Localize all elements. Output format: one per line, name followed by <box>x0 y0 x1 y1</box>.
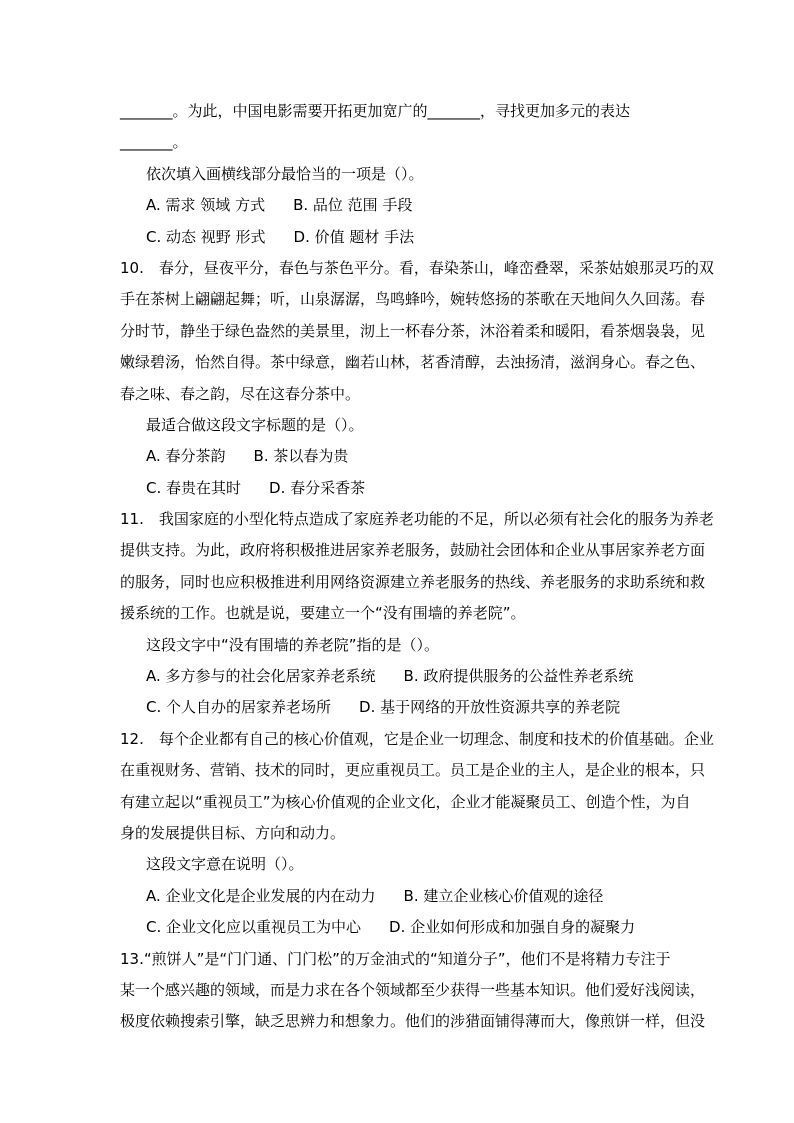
options-row <box>120 473 680 504</box>
options-row <box>120 661 680 692</box>
option-d: D. 春分采香茶 <box>269 478 366 497</box>
options-row <box>120 881 680 912</box>
option-d: D. 基于网络的开放性资源共享的养老院 <box>359 698 621 717</box>
body-line: 13.“煎饼人”是“门门通、门门松”的万金油式的“知道分子”，他们不是将精力专注于 <box>120 949 671 968</box>
question-12 <box>120 724 714 944</box>
option-d: D. 价值 题材 手法 <box>293 227 415 246</box>
question-prompt: 最适合做这段文字标题的是（）。 <box>146 415 364 434</box>
body-line: 身的发展提供目标、方向和动力。 <box>120 823 346 842</box>
option-a: A. 企业文化是企业发展的内在动力 <box>146 886 376 905</box>
question-9-tail <box>120 96 680 253</box>
option-b: B. 茶以春为贵 <box>253 447 349 466</box>
body-line: _______。 <box>120 133 188 152</box>
option-b: B. 品位 范围 手段 <box>293 196 413 215</box>
body-line: 嫩绿碧汤，怡然自得。茶中绿意，幽若山林，茗香清醇，去浊扬清，滋润身心。春之色、 <box>120 353 706 372</box>
body-line: 11. 我国家庭的小型化特点造成了家庭养老功能的不足，所以必须有社会化的服务为养老 <box>120 510 714 529</box>
body-line: 12. 每个企业都有自己的核心价值观，它是企业一切理念、制度和技术的价值基础。企业 <box>120 729 714 748</box>
body-line: _______。为此，中国电影需要开拓更加宽广的_______，寻找更加多元的表达 <box>120 102 631 120</box>
option-d: D. 企业如何形成和加强自身的凝聚力 <box>389 918 636 937</box>
body-line: 提供支持。为此，政府将积极推进居家养老服务，鼓励社会团体和企业从事居家养老方面 <box>120 541 706 560</box>
question-prompt: 这段文字意在说明（）。 <box>146 855 304 874</box>
body-line: 极度依赖搜索引擎，缺乏思辨力和想象力。他们的涉猎面铺得薄而大，像煎饼一样，但没 <box>120 1012 706 1031</box>
option-c: C. 个人自办的居家养老场所 <box>146 698 332 717</box>
body-line: 某一个感兴趣的领域，而是力求在各个领域都至少获得一些基本知识。他们爱好浅阅读， <box>120 980 706 999</box>
option-a: A. 需求 领域 方式 <box>146 196 266 215</box>
body-line: 在重视财务、营销、技术的同时，更应重视员工。员工是企业的主人，是企业的根本，只 <box>120 761 706 780</box>
body-line: 的服务，同时也应积极推进利用网络资源建立养老服务的热线、养老服务的求助系统和救 <box>120 572 706 591</box>
question-11 <box>120 504 714 724</box>
body-line: 有建立起以“重视员工”为核心价值观的企业文化，企业才能凝聚员工、创造个性，为自 <box>120 792 691 811</box>
body-line: 10. 春分，昼夜平分，春色与茶色平分。看，春染茶山，峰峦叠翠，采茶姑娘那灵巧的双 <box>120 258 714 277</box>
body-line: 手在茶树上翩翩起舞；听，山泉潺潺，鸟鸣蜂吟，婉转悠扬的茶歌在天地间久久回荡。春 <box>120 290 706 309</box>
option-a: A. 多方参与的社会化居家养老系统 <box>146 667 376 686</box>
question-prompt: 这段文字中“没有围墙的养老院”指的是（）。 <box>146 635 440 654</box>
body-line: 春之味、春之韵，尽在这春分茶中。 <box>120 384 361 403</box>
question-prompt: 依次填入画横线部分最恰当的一项是（）。 <box>146 164 424 183</box>
options-row <box>120 222 680 253</box>
option-b: B. 建立企业核心价值观的途径 <box>403 886 604 905</box>
option-b: B. 政府提供服务的公益性养老系统 <box>403 667 634 686</box>
options-row <box>120 190 680 221</box>
body-line: 援系统的工作。也就是说，要建立一个“没有围墙的养老院”。 <box>120 604 526 623</box>
options-row <box>120 692 680 723</box>
options-row <box>120 912 680 943</box>
question-13 <box>120 944 706 1038</box>
document-page <box>120 96 714 1038</box>
option-a: A. 春分茶韵 <box>146 447 226 466</box>
option-c: C. 企业文化应以重视员工为中心 <box>146 918 362 937</box>
options-row <box>120 441 680 472</box>
question-10 <box>120 253 714 504</box>
body-line: 分时节，静坐于绿色盎然的美景里，沏上一杯春分茶，沐浴着柔和暖阳，看茶烟袅袅，见 <box>120 321 706 340</box>
option-c: C. 动态 视野 形式 <box>146 227 266 246</box>
option-c: C. 春贵在其时 <box>146 478 242 497</box>
